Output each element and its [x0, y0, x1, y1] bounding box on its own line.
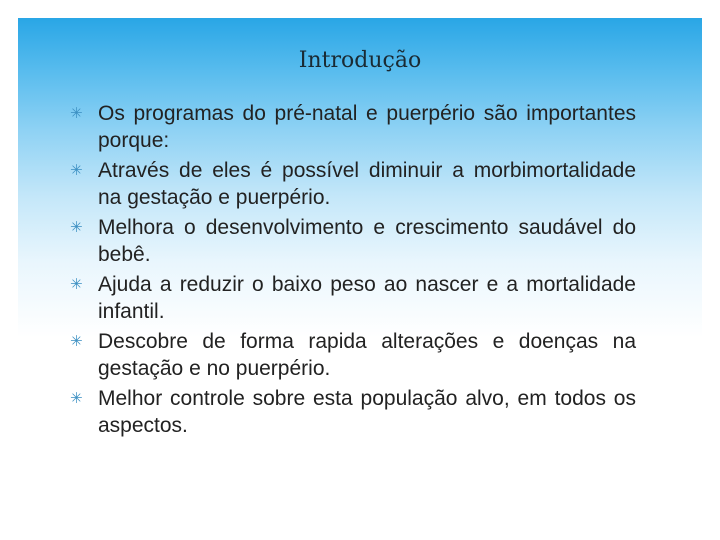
bullet-list [70, 100, 636, 442]
bullet-text: Melhora o desenvolvimento e crescimento saudável do bebê. [98, 216, 636, 266]
asterisk-icon: ✳ [70, 276, 83, 293]
bullet-text: Ajuda a reduzir o baixo peso ao nascer e a mortalidade infantil. [98, 273, 636, 323]
bullet-text: Descobre de forma rapida alterações e doenças na gestação e no puerpério. [98, 330, 636, 380]
bullet-text: Melhor controle sobre esta população alvo, em todos os aspectos. [98, 387, 636, 437]
asterisk-icon: ✳ [70, 390, 83, 407]
bullet-text: Através de eles é possível diminuir a morbimortalidade na gestação e puerpério. [98, 159, 636, 209]
bullet-item [70, 157, 636, 211]
asterisk-icon: ✳ [70, 105, 83, 122]
bullet-item [70, 328, 636, 382]
asterisk-icon: ✳ [70, 333, 83, 350]
bullet-item [70, 271, 636, 325]
bullet-item [70, 100, 636, 154]
slide-title: Introdução [298, 48, 422, 73]
bullet-text: Os programas do pré-natal e puerpério são importantes porque: [98, 102, 636, 152]
asterisk-icon: ✳ [70, 162, 83, 179]
asterisk-icon: ✳ [70, 219, 83, 236]
bullet-item [70, 385, 636, 439]
bullet-item [70, 214, 636, 268]
